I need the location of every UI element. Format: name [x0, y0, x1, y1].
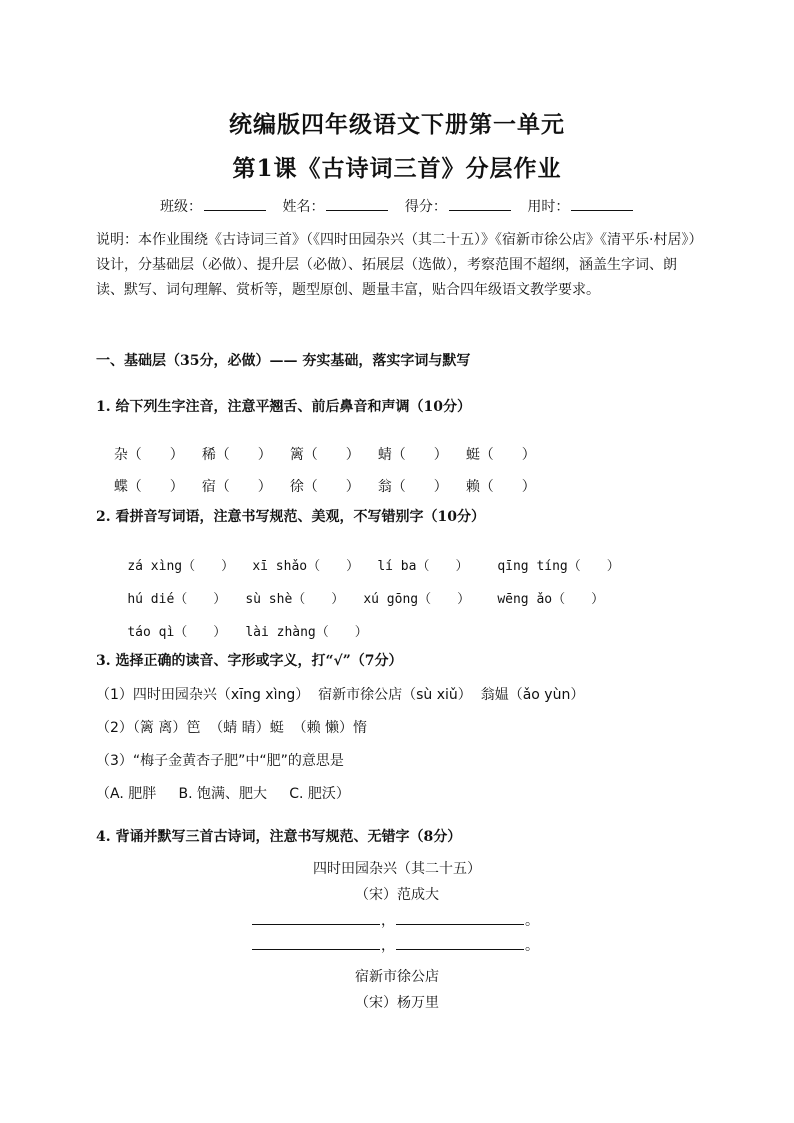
- q2-item[interactable]: qīng tíng（ ）: [497, 559, 620, 574]
- q3-heading: 3. 选择正确的读音、字形或字义，打“√”（7分）: [96, 653, 403, 669]
- q2-heading: 2. 看拼音写词语，注意书写规范、美观，不写错别字（10分）: [96, 509, 485, 525]
- q2-item[interactable]: lí ba（ ）: [377, 559, 469, 574]
- q1-item[interactable]: 蝶（ ）: [113, 479, 184, 495]
- q2-item[interactable]: hú dié（ ）: [127, 592, 227, 607]
- dictation-blank[interactable]: [252, 910, 380, 925]
- poem2-title: 宿新市徐公店: [355, 969, 439, 985]
- class-field[interactable]: [204, 197, 266, 211]
- q1-item[interactable]: 杂（ ）: [113, 447, 184, 463]
- section1-heading: 一、基础层（35分，必做）—— 夯实基础，落实字词与默写: [96, 353, 471, 369]
- q2-row3: [96, 606, 385, 655]
- q3-line2: （2）（篱 离）笆 （蜻 睛）蜓 （赖 懒）惰: [96, 720, 368, 736]
- q1-item[interactable]: 篱（ ）: [289, 447, 360, 463]
- poem1-title: 四时田园杂兴（其二十五）: [313, 861, 481, 877]
- q2-item[interactable]: zá xìng（ ）: [127, 559, 235, 574]
- dictation-blank[interactable]: [396, 935, 524, 950]
- name-field[interactable]: [326, 197, 388, 211]
- name-label: 姓名：: [282, 199, 325, 215]
- q3-line1: （1）四时田园杂兴（xīng xìng） 宿新市徐公店（sù xiǔ） 翁媪（ǎo yùn）: [96, 687, 585, 703]
- score-label: 得分：: [404, 199, 447, 215]
- student-info-row: [160, 196, 645, 216]
- description: 说明：本作业围绕《古诗词三首》（《四时田园杂兴（其二十五）》《宿新市徐公店》《清平乐·村居》）设计，分基础层（必做）、提升层（必做）、拓展层（选做），考察范围不超纲，涵盖生字词、朗读、默写、词句理解、赏析等，题型原创、题量丰富，贴合四年级语文教学要求。: [96, 232, 696, 298]
- q2-item[interactable]: wēng ǎo（ ）: [497, 592, 605, 607]
- q1-heading: 1. 给下列生字注音，注意平翘舌、前后鼻音和声调（10分）: [96, 399, 471, 415]
- q1-item[interactable]: 蜻（ ）: [377, 447, 448, 463]
- q3-line3: （3）“梅子金黄杏子肥”中“肥”的意思是: [96, 753, 344, 769]
- q2-item[interactable]: táo qì（ ）: [127, 625, 227, 640]
- q1-item[interactable]: 宿（ ）: [201, 479, 272, 495]
- page-subtitle: 第1课《古诗词三首》分层作业: [232, 155, 562, 182]
- q4-heading: 4. 背诵并默写三首古诗词，注意书写规范、无错字（8分）: [96, 829, 462, 845]
- page-title: 统编版四年级语文下册第一单元: [229, 111, 565, 138]
- q1-item[interactable]: 翁（ ）: [377, 479, 448, 495]
- q1-item[interactable]: 徐（ ）: [289, 479, 360, 495]
- q2-item[interactable]: xī shǎo（ ）: [252, 559, 360, 574]
- poem1-line2: ， 。: [252, 935, 540, 955]
- q2-item[interactable]: lài zhàng（ ）: [245, 625, 368, 640]
- dictation-blank[interactable]: [396, 910, 524, 925]
- q2-item[interactable]: sù shè（ ）: [245, 592, 345, 607]
- score-field[interactable]: [449, 197, 511, 211]
- class-label: 班级：: [160, 199, 202, 215]
- q1-item[interactable]: 蜓（ ）: [465, 447, 536, 463]
- q1-item[interactable]: 赖（ ）: [465, 479, 536, 495]
- time-field[interactable]: [571, 197, 633, 211]
- q1-item[interactable]: 稀（ ）: [201, 447, 272, 463]
- poem2-author: （宋）杨万里: [355, 995, 439, 1011]
- q1-row2: [96, 460, 554, 512]
- q3-line4: （A. 肥胖 B. 饱满、肥大 C. 肥沃）: [96, 786, 350, 802]
- poem1-line1: ， 。: [252, 910, 540, 930]
- poem1-author: （宋）范成大: [355, 887, 439, 903]
- time-label: 用时：: [527, 199, 570, 215]
- q2-item[interactable]: xú gōng（ ）: [363, 592, 471, 607]
- dictation-blank[interactable]: [252, 935, 380, 950]
